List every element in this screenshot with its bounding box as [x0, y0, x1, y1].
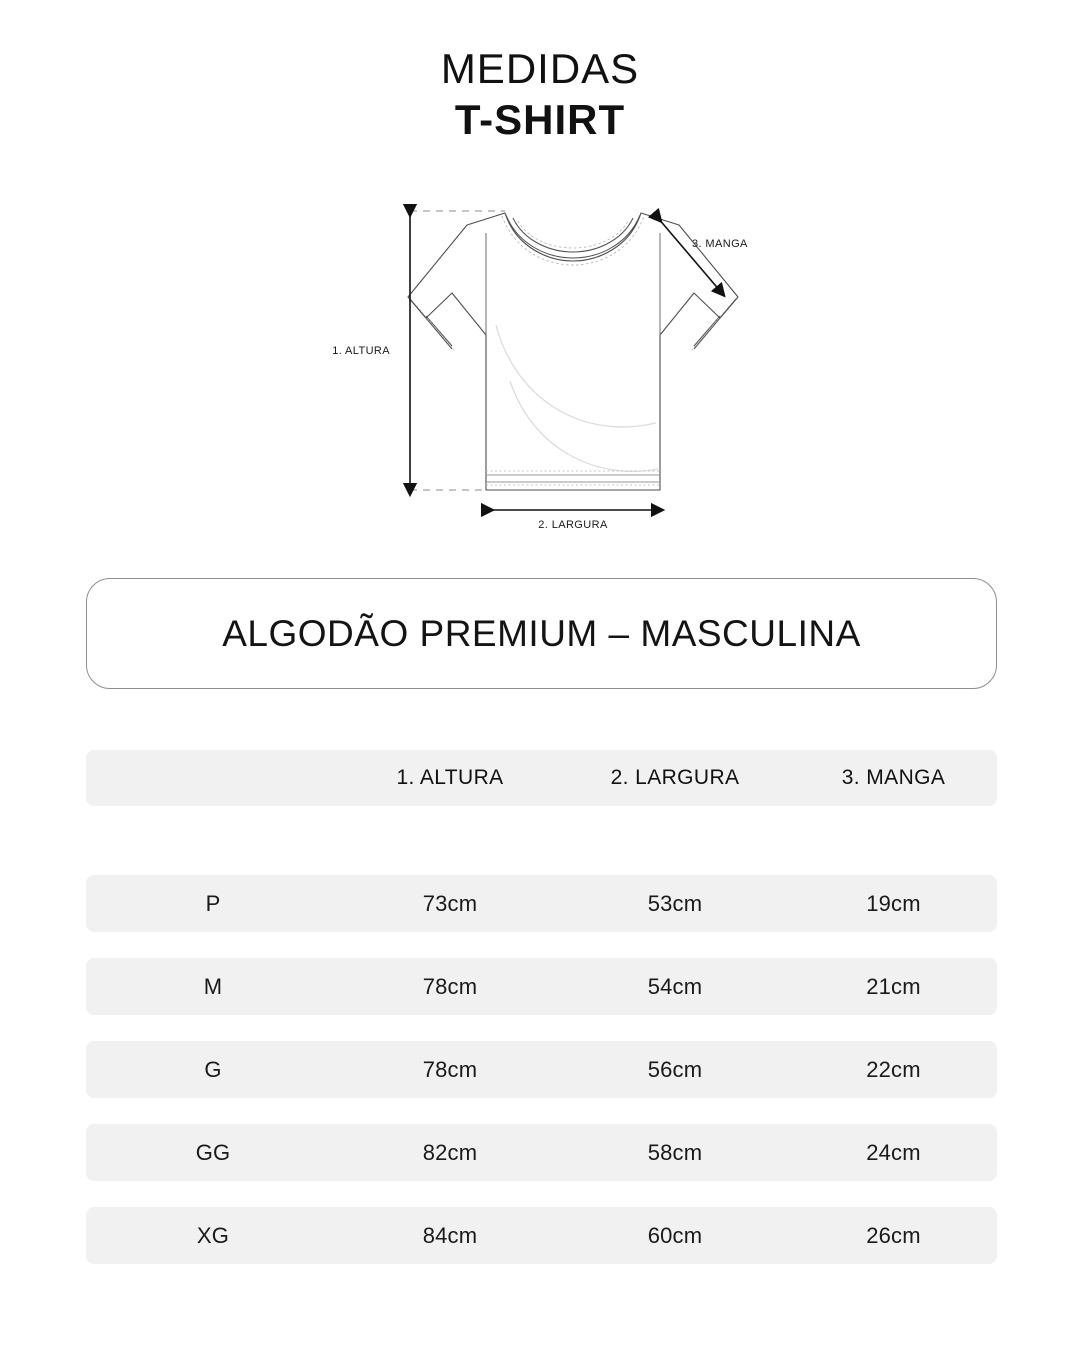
page-title	[0, 44, 1080, 146]
cell-largura: 60cm	[647, 1222, 703, 1248]
category-banner	[86, 578, 997, 689]
cell-largura: 56cm	[647, 1056, 703, 1082]
largura-label: 2. LARGURA	[538, 519, 608, 531]
cell-altura: 82cm	[422, 1139, 478, 1165]
cell-altura: 73cm	[422, 890, 478, 916]
table-row	[86, 1124, 997, 1181]
tshirt-measurement-diagram	[300, 185, 800, 550]
manga-label: 3. MANGA	[692, 238, 748, 250]
cell-largura: 54cm	[647, 973, 703, 999]
cell-size: GG	[195, 1139, 231, 1165]
size-table	[86, 750, 997, 1264]
table-row	[86, 1041, 997, 1098]
row-spacer	[86, 1015, 997, 1041]
cell-manga: 21cm	[866, 973, 921, 999]
cell-manga: 19cm	[866, 890, 921, 916]
cell-largura: 53cm	[647, 890, 703, 916]
cell-manga: 24cm	[866, 1139, 921, 1165]
table-row	[86, 1207, 997, 1264]
cell-altura: 84cm	[422, 1222, 478, 1248]
header-manga: 3. MANGA	[841, 766, 946, 789]
header-row-spacer	[86, 806, 997, 875]
table-row	[86, 875, 997, 932]
cell-altura: 78cm	[422, 1056, 478, 1082]
cell-largura: 58cm	[647, 1139, 703, 1165]
cell-altura: 78cm	[422, 973, 478, 999]
altura-label: 1. ALTURA	[332, 345, 390, 357]
row-spacer	[86, 1098, 997, 1124]
cell-size: P	[205, 890, 221, 916]
table-row	[86, 958, 997, 1015]
category-label: ALGODÃO PREMIUM – MASCULINA	[222, 612, 861, 654]
row-spacer	[86, 932, 997, 958]
header-altura: 1. ALTURA	[396, 766, 504, 789]
row-spacer	[86, 1181, 997, 1207]
page-title-line-1: MEDIDAS	[440, 45, 640, 92]
table-header-row	[86, 750, 997, 806]
header-largura: 2. LARGURA	[610, 766, 740, 789]
cell-size: XG	[196, 1222, 230, 1248]
page-title-line-2: T-SHIRT	[454, 96, 626, 143]
cell-size: G	[204, 1056, 222, 1082]
cell-manga: 22cm	[866, 1056, 921, 1082]
cell-size: M	[203, 973, 223, 999]
cell-manga: 26cm	[866, 1222, 921, 1248]
